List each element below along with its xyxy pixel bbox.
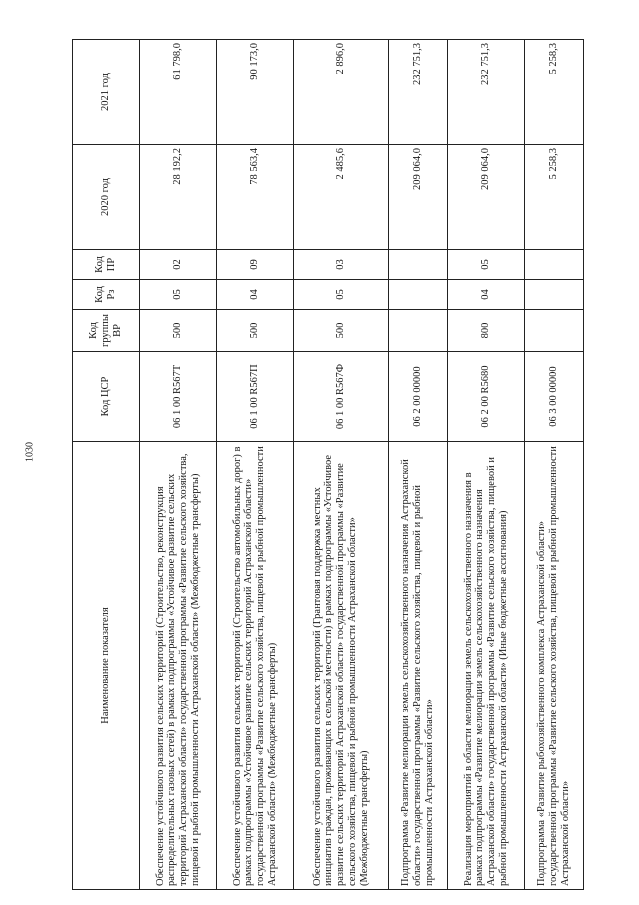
cell-2020: 78 563,4 [217, 145, 294, 250]
cell-csr: 06 1 00 R567Т [140, 352, 217, 442]
cell-csr: 06 1 00 R567Ф [294, 352, 389, 442]
table-row [525, 40, 584, 890]
table-row [217, 40, 294, 890]
cell-csr: 06 2 00 00000 [389, 352, 448, 442]
header-2021: 2021 год [73, 40, 140, 145]
cell-2021: 232 751,3 [389, 40, 448, 145]
cell-vr [525, 310, 584, 352]
cell-name: Обеспечение устойчивого развития сельских территорий (Строительство, реконструкция распределительных газовых сетей) в рамках подпрограммы «Устойчивое развитие сельских территорий Астраханской области» государственной программы «Развитие сельского хозяйства, пищевой и рыбной промышленности Астраханской области» (Межбюджетные трансферты) [140, 442, 217, 890]
cell-rz [525, 280, 584, 310]
cell-vr: 500 [294, 310, 389, 352]
rotated-page-content [72, 40, 584, 890]
cell-pr [389, 250, 448, 280]
cell-rz: 05 [140, 280, 217, 310]
cell-name: Обеспечение устойчивого развития сельских территорий (Грантовая поддержка местных инициатив граждан, проживающих в сельской местности) в рамках подпрограммы «Устойчивое развитие сельских территорий Астраханской области» государственной программы «Развитие сельского хозяйства, пищевой и рыбной промышленности Астраханской области» (Межбюджетные трансферты) [294, 442, 389, 890]
cell-rz: 05 [294, 280, 389, 310]
cell-csr: 06 3 00 00000 [525, 352, 584, 442]
cell-rz: 04 [217, 280, 294, 310]
header-csr: Код ЦСР [73, 352, 140, 442]
cell-vr: 500 [140, 310, 217, 352]
cell-name: Подпрограмма «Развитие рыбохозяйственного комплекса Астраханской области» государственной программы «Развитие сельского хозяйства, пищевой и рыбной промышленности Астраханской области» [525, 442, 584, 890]
cell-pr [525, 250, 584, 280]
cell-pr: 02 [140, 250, 217, 280]
header-name: Наименование показателя [73, 442, 140, 890]
cell-csr: 06 2 00 R5680 [448, 352, 525, 442]
cell-2020: 2 485,6 [294, 145, 389, 250]
cell-2021: 90 173,0 [217, 40, 294, 145]
cell-csr: 06 1 00 R567П [217, 352, 294, 442]
cell-vr [389, 310, 448, 352]
header-vr: Код группы ВР [73, 310, 140, 352]
cell-vr: 800 [448, 310, 525, 352]
header-pr: Код ПР [73, 250, 140, 280]
table-row [448, 40, 525, 890]
cell-rz: 04 [448, 280, 525, 310]
cell-pr: 03 [294, 250, 389, 280]
table-row [389, 40, 448, 890]
cell-2021: 5 258,3 [525, 40, 584, 145]
cell-2021: 232 751,3 [448, 40, 525, 145]
cell-2021: 61 798,0 [140, 40, 217, 145]
budget-table [72, 39, 584, 890]
table-row [294, 40, 389, 890]
cell-pr: 05 [448, 250, 525, 280]
table-row [140, 40, 217, 890]
cell-name: Реализация мероприятий в области мелиорации земель сельскохозяйственного назначения в рамках подпрограммы «Развитие мелиорации земель сельскохозяйственного назначения Астраханской области» государственной программы «Развитие сельского хозяйства, пищевой и рыбной промышленности Астраханской области» (Иные бюджетные ассигнования) [448, 442, 525, 890]
cell-rz [389, 280, 448, 310]
cell-2020: 209 064,0 [389, 145, 448, 250]
cell-2020: 5 258,3 [525, 145, 584, 250]
table-header-row [73, 40, 140, 890]
cell-name: Подпрограмма «Развитие мелиорации земель сельскохозяйственного назначения Астраханской области» государственной программы «Развитие сельского хозяйства, пищевой и рыбной промышленности Астраханской области» [389, 442, 448, 890]
cell-pr: 09 [217, 250, 294, 280]
cell-2021: 2 896,0 [294, 40, 389, 145]
header-2020: 2020 год [73, 145, 140, 250]
page-number: 1030 [24, 442, 36, 462]
header-rz: Код Рз [73, 280, 140, 310]
cell-2020: 28 192,2 [140, 145, 217, 250]
cell-vr: 500 [217, 310, 294, 352]
cell-2020: 209 064,0 [448, 145, 525, 250]
cell-name: Обеспечение устойчивого развития сельских территорий (Строительство автомобильных дорог) в рамках подпрограммы «Устойчивое развитие сельских территорий Астраханской области» государственной программы «Развитие сельского хозяйства, пищевой и рыбной промышленности Астраханской области» (Межбюджетные трансферты) [217, 442, 294, 890]
